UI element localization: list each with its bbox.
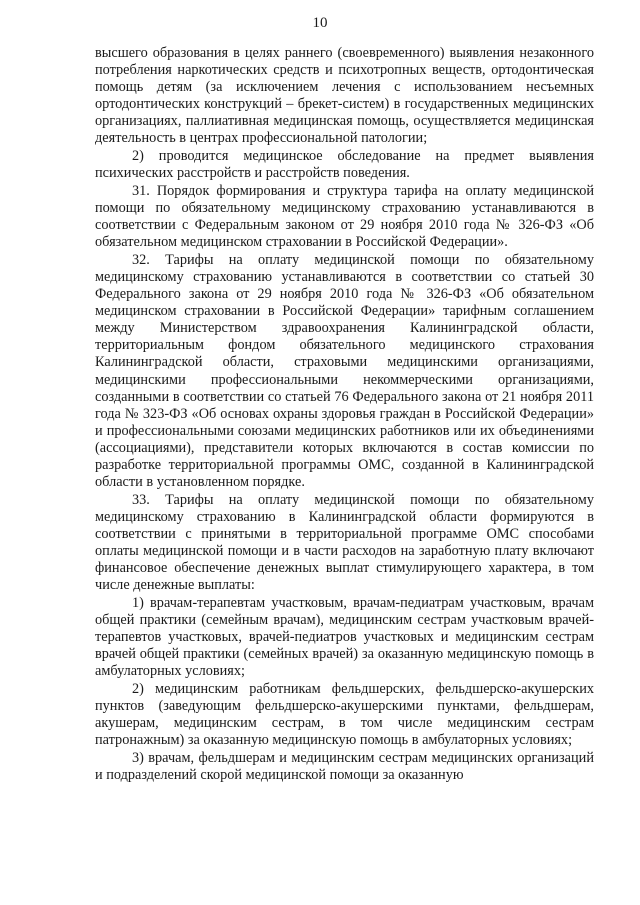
document-body: [95, 45, 594, 784]
paragraph-32: 32. Тарифы на оплату медицинской помощи по обязательному медицинскому страхованию устанавливаются в соответствии со статьей 30 Федерального закона от 29 ноября 2010 года № 326-ФЗ «Об обязательном медицинском страховании в Российской Федерации» тарифным соглашением между Министерством здравоохранения Калининградской области, территориальным фондом обязательного медицинского страхования Калининградской области, страховыми медицинскими организациями, медицинскими профессиональными некоммерческими организациями, созданными в соответствии со статьей 76 Федерального закона от 21 ноября 2011 года № 323-ФЗ «Об основах охраны здоровья граждан в Российской Федерации» и профессиональными союзами медицинских работников или их объединениями (ассоциациями), представители которых включаются в состав комиссии по разработке территориальной программы ОМС, созданной в Калининградской области в установленном порядке.: [95, 251, 594, 491]
paragraph-33: 33. Тарифы на оплату медицинской помощи по обязательному медицинскому страхованию в Калининградской области формируются в соответствии с принятыми в территориальной программе ОМС способами оплаты медицинской помощи и в части расходов на заработную плату включают финансовое обеспечение денежных выплат стимулирующего характера, в том числе денежные выплаты:: [95, 491, 594, 594]
paragraph-33-item-1: 1) врачам-терапевтам участковым, врачам-педиатрам участковым, врачам общей практики (семейным врачам), медицинским сестрам участковым врачей-терапевтов участковых, врачей-педиатров участковых и медицинским сестрам врачей общей практики (семейных врачей) за оказанную медицинскую помощь в амбулаторных условиях;: [95, 594, 594, 680]
paragraph-continuation: высшего образования в целях раннего (своевременного) выявления незаконного потребления наркотических средств и психотропных веществ, ортодонтическая помощь детям (за исключением лечения с использованием несъемных ортодонтических конструкций – брекет-систем) в государственных медицинских организациях, паллиативная медицинская помощь, осуществляется медицинская деятельность в центрах профессиональной патологии;: [95, 45, 594, 147]
paragraph-item-2: 2) проводится медицинское обследование на предмет выявления психических расстройств и расстройств поведения.: [95, 148, 594, 182]
page-number: 10: [312, 15, 328, 31]
paragraph-33-item-3: 3) врачам, фельдшерам и медицинским сестрам медицинских организаций и подразделений скорой медицинской помощи за оказанную: [95, 750, 594, 784]
paragraph-33-item-2: 2) медицинским работникам фельдшерских, фельдшерско-акушерских пунктов (заведующим фельдшерско-акушерскими пунктами, фельдшерам, акушерам, медицинским сестрам, в том числе медицинским сестрам патронажным) за оказанную медицинскую помощь в амбулаторных условиях;: [95, 681, 594, 749]
paragraph-31: 31. Порядок формирования и структура тарифа на оплату медицинской помощи по обязательному медицинскому страхованию устанавливаются в соответствии с Федеральным законом от 29 ноября 2010 года № 326-ФЗ «Об обязательном медицинском страховании в Российской Федерации».: [95, 182, 594, 251]
